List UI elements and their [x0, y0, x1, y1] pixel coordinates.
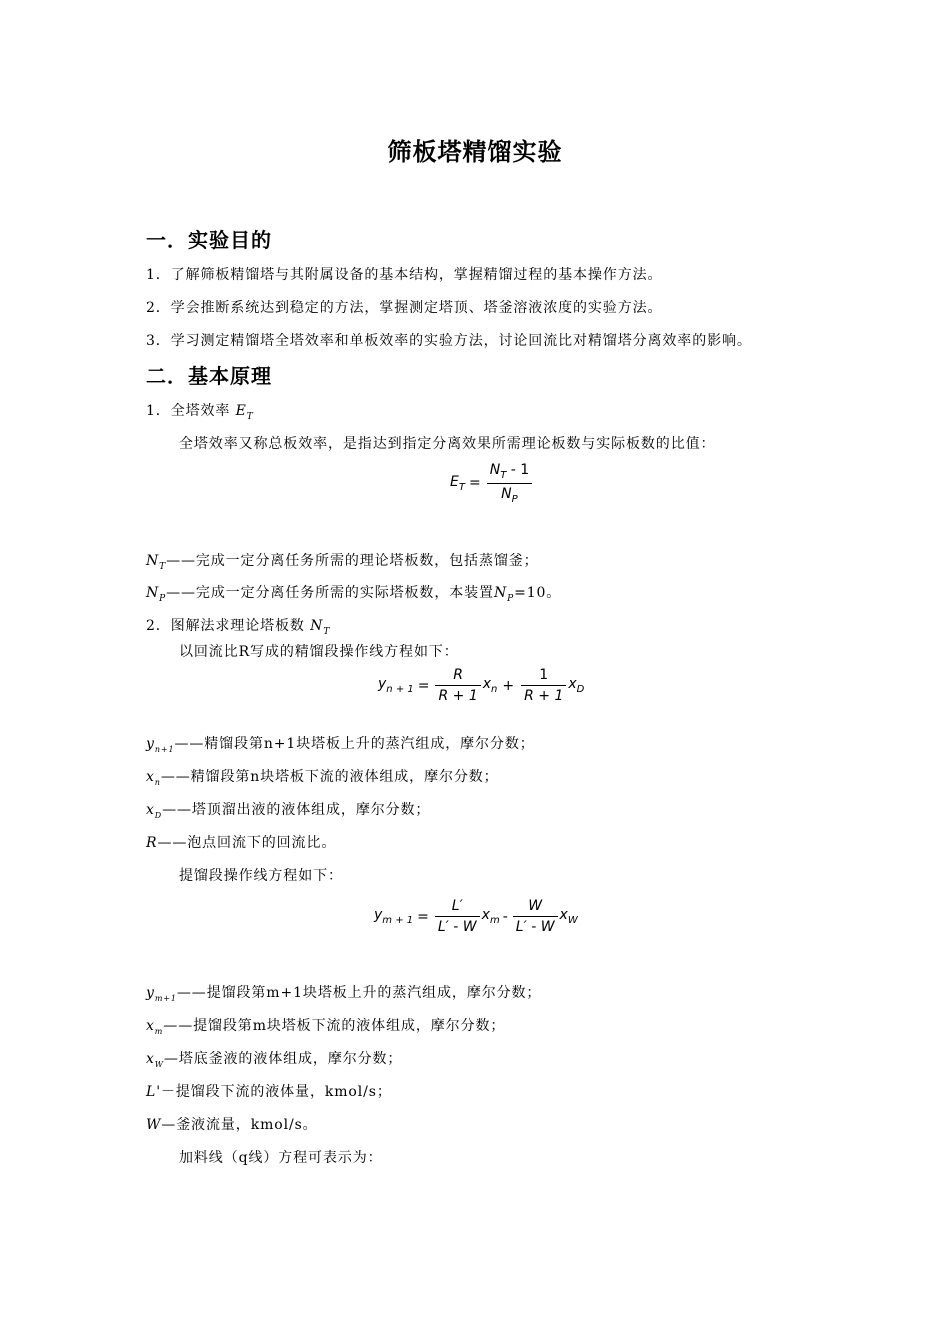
subsection-label: 1．全塔效率 [146, 403, 231, 419]
def-xm: $x_m——$提馏段第m块塔板下流的液体组成，摩尔分数； [146, 1018, 506, 1036]
eq1-lhs: $E_T$ [450, 473, 465, 493]
page-title: 筛板塔精馏实验 [387, 138, 563, 166]
def-w: W—釜液流量，kmol/s。 [146, 1117, 318, 1133]
def-xd: $x_D——$塔顶溜出液的液体组成，摩尔分数； [146, 802, 431, 820]
symbol-et: $E_T$ [235, 403, 254, 422]
purpose-item-1: 1．了解筛板精馏塔与其附属设备的基本结构，掌握精馏过程的基本操作方法。 [146, 267, 663, 283]
def-l-prime: L'－提馏段下流的液体量，kmol/s； [146, 1084, 392, 1100]
stripping-line-intro: 提馏段操作线方程如下： [179, 868, 343, 884]
subsection-overall-efficiency [146, 400, 254, 422]
def-r: R——泡点回流下的回流比。 [146, 835, 337, 851]
def-np: $N_P——$完成一定分离任务所需的实际塔板数，本装置$N_P=10$。 [146, 585, 562, 604]
def-nt: $N_T——$完成一定分离任务所需的理论塔板数，包括蒸馏釜； [146, 553, 539, 572]
efficiency-description: 全塔效率又称总板效率，是指达到指定分离效果所需理论板数与实际板数的比值： [179, 436, 716, 452]
def-xw: $x_W—$塔底釜液的液体组成，摩尔分数； [146, 1051, 403, 1069]
rectifying-line-intro: 以回流比R写成的精馏段操作线方程如下： [179, 644, 459, 660]
equation-overall-efficiency: $E_T$ = $\frac{N_T - 1}{N_P}$ [450, 462, 534, 505]
equation-rectifying-line: $y_{n + 1}$ = $\frac{R}{R + 1}$ $x_n$ + $\frac{1}{R + 1}$ $x_D$ [378, 667, 585, 704]
subsection-graphical-method: 2．图解法求理论塔板数 $N_T$ [146, 618, 331, 637]
section-heading-purpose: 一．实验目的 [146, 228, 272, 252]
purpose-item-3: 3．学习测定精馏塔全塔效率和单板效率的实验方法，讨论回流比对精馏塔分离效率的影响。 [146, 333, 752, 349]
purpose-item-2: 2．学会推断系统达到稳定的方法，掌握测定塔顶、塔釜溶液浓度的实验方法。 [146, 300, 663, 316]
section-heading-principle: 二．基本原理 [146, 364, 272, 388]
def-yn1: $y_{n+1}——$精馏段第n+1块塔板上升的蒸汽组成，摩尔分数； [146, 736, 535, 754]
equation-stripping-line: $y_{m + 1}$ = $\frac{L'}{L' - W}$ $x_m$ - $\frac{W}{L' - W}$ $x_W$ [374, 898, 578, 935]
q-line-intro: 加料线（q线）方程可表示为： [179, 1150, 383, 1166]
def-xn: $x_n——$精馏段第n块塔板下流的液体组成，摩尔分数； [146, 769, 499, 787]
def-ym1: $y_{m+1}——$提馏段第m+1块塔板上升的蒸汽组成，摩尔分数； [146, 985, 542, 1003]
eq1-fraction: $\frac{N_T - 1}{N_P}$ [487, 462, 532, 505]
